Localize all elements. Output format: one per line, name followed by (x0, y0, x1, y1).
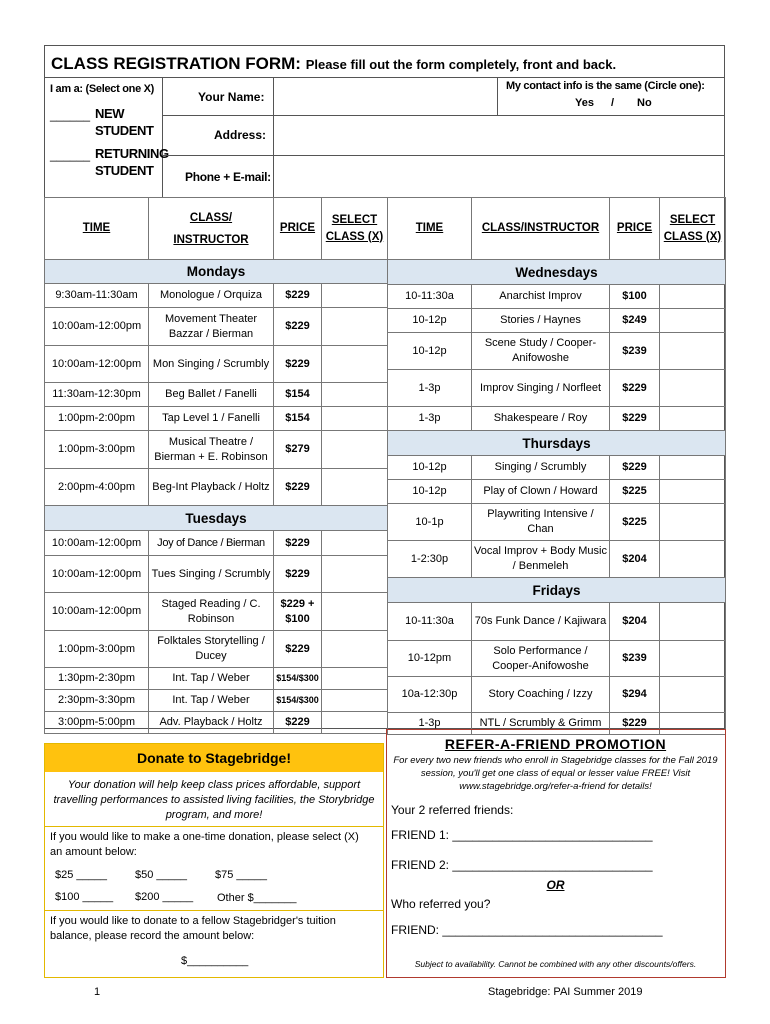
table-row (45, 469, 388, 506)
class-instructor: Tues Singing / Scrumbly (149, 556, 274, 593)
class-time: 10:00am-12:00pm (45, 308, 149, 346)
form-title (51, 54, 616, 74)
class-instructor: Adv. Playback / Holtz (149, 712, 274, 734)
class-time: 10:00am-12:00pm (45, 556, 149, 593)
class-price: $204 (610, 603, 660, 641)
class-price: $225 (610, 480, 660, 504)
select-class-cell[interactable] (322, 383, 388, 407)
class-time: 1:00pm-3:00pm (45, 631, 149, 668)
tuition-donation-field[interactable]: $__________ (181, 955, 249, 967)
new-student-blank[interactable]: ______ (50, 108, 91, 122)
class-instructor: Playwriting Intensive / Chan (472, 504, 610, 541)
address-field[interactable] (274, 116, 724, 154)
select-class-cell[interactable] (660, 370, 726, 407)
right-header-class: CLASS/INSTRUCTOR (472, 198, 610, 260)
table-row (45, 712, 388, 734)
class-time: 10:00am-12:00pm (45, 346, 149, 383)
class-instructor: Anarchist Improv (472, 285, 610, 309)
contact-same-yes[interactable]: Yes (575, 97, 594, 109)
select-class-cell[interactable] (322, 668, 388, 690)
class-time: 10-11:30a (388, 285, 472, 309)
class-time: 1:00pm-2:00pm (45, 407, 149, 431)
referred-friends-label: Your 2 referred friends: (391, 803, 514, 817)
new-student-label: STUDENT (95, 123, 154, 138)
class-instructor: Stories / Haynes (472, 309, 610, 333)
class-time: 1-2:30p (388, 541, 472, 578)
refer-description: For every two new friends who enroll in Stagebridge classes for the Fall 2019 session, you'll get one class of equal or lesser value FREE! Visit www.stagebridge.org/refer-a-friend for details! (393, 755, 718, 792)
class-instructor: 70s Funk Dance / Kajiwara (472, 603, 610, 641)
day-header-tuesdays: Tuesdays (45, 506, 388, 531)
left-header-price: PRICE (274, 198, 322, 260)
class-time: 1-3p (388, 407, 472, 431)
class-price: $154/$300 (274, 690, 322, 712)
day-header-wednesdays: Wednesdays (388, 260, 726, 285)
left-header-time: TIME (45, 198, 149, 260)
class-instructor: NTL / Scrumbly & Grimm (472, 713, 610, 735)
class-price: $204 (610, 541, 660, 578)
class-instructor: Beg Ballet / Fanelli (149, 383, 274, 407)
right-header-time: TIME (388, 198, 472, 260)
class-price: $229 (610, 713, 660, 735)
class-instructor: Int. Tap / Weber (149, 668, 274, 690)
select-class-cell[interactable] (322, 531, 388, 556)
table-row (45, 593, 388, 631)
donate-message: Your donation will help keep class prices affordable, support travelling performances to assisted living facilities, the Storybridge program, and more! (53, 779, 375, 821)
right-header-select: SELECT CLASS (X) (660, 198, 726, 260)
address-label: Address: (214, 128, 267, 142)
contact-same-label: My contact info is the same (Circle one): (506, 80, 705, 92)
select-class-cell[interactable] (322, 469, 388, 506)
class-price: $154 (274, 383, 322, 407)
select-class-cell[interactable] (660, 541, 726, 578)
select-class-cell[interactable] (322, 431, 388, 469)
class-time: 10-12p (388, 333, 472, 370)
select-class-cell[interactable] (322, 712, 388, 734)
table-row (388, 480, 726, 504)
class-instructor: Monologue / Orquiza (149, 284, 274, 308)
class-price: $229 (274, 346, 322, 383)
table-row (388, 285, 726, 309)
referring-friend-field[interactable]: FRIEND: _________________________________ (391, 923, 663, 937)
contact-same-slash: / (611, 97, 615, 109)
class-instructor: Int. Tap / Weber (149, 690, 274, 712)
select-class-cell[interactable] (660, 456, 726, 480)
class-price: $225 (610, 504, 660, 541)
refer-disclaimer: Subject to availability. Cannot be combined with any other discounts/offers. (414, 959, 697, 969)
class-instructor: Beg-Int Playback / Holtz (149, 469, 274, 506)
donate-divider-2 (45, 910, 383, 911)
donation-100[interactable]: $100 _____ (55, 891, 114, 903)
new-label: NEW (95, 106, 125, 121)
class-price: $229 + $100 (274, 593, 322, 631)
class-price: $229 (274, 308, 322, 346)
table-row (45, 431, 388, 469)
table-row (45, 284, 388, 308)
class-time: 10:00am-12:00pm (45, 531, 149, 556)
left-schedule-table (44, 197, 388, 734)
donate-title: Donate to Stagebridge! (45, 744, 383, 772)
class-instructor: Mon Singing / Scrumbly (149, 346, 274, 383)
class-instructor: Musical Theatre / Bierman + E. Robinson (149, 431, 274, 469)
class-instructor: Staged Reading / C. Robinson (149, 593, 274, 631)
table-row (388, 677, 726, 713)
select-class-cell[interactable] (660, 309, 726, 333)
footer-text: Stagebridge: PAI Summer 2019 (488, 986, 643, 998)
class-instructor: Movement Theater Bazzar / Bierman (149, 308, 274, 346)
phone-email-field[interactable] (274, 156, 724, 196)
select-class-cell[interactable] (322, 593, 388, 631)
table-row (388, 333, 726, 370)
class-instructor: Improv Singing / Norfleet (472, 370, 610, 407)
class-time: 1-3p (388, 370, 472, 407)
class-time: 10:00am-12:00pm (45, 593, 149, 631)
donation-50[interactable]: $50 _____ (135, 869, 187, 881)
returning-student-blank[interactable]: ______ (50, 148, 91, 162)
tuition-donation-text: If you would like to donate to a fellow Stagebridger's tuition balance, please record the amount below: (50, 915, 336, 942)
table-row (45, 407, 388, 431)
refer-title: REFER-A-FRIEND PROMOTION (444, 736, 667, 752)
class-price: $239 (610, 333, 660, 370)
class-price: $229 (274, 531, 322, 556)
refer-a-friend-box (386, 729, 726, 978)
friend-1-field[interactable]: FRIEND 1: ______________________________ (391, 828, 653, 842)
select-class-cell[interactable] (660, 677, 726, 713)
class-time: 10a-12:30p (388, 677, 472, 713)
select-class-cell[interactable] (322, 631, 388, 668)
table-row (388, 370, 726, 407)
right-header-row (388, 198, 726, 260)
returning-label: RETURNING (95, 146, 169, 161)
class-instructor: Joy of Dance / Bierman (149, 531, 274, 556)
class-price: $279 (274, 431, 322, 469)
class-price: $229 (610, 456, 660, 480)
class-time: 10-12p (388, 480, 472, 504)
donation-75[interactable]: $75 _____ (215, 869, 267, 881)
class-price: $100 (610, 285, 660, 309)
table-row (45, 308, 388, 346)
class-instructor: Shakespeare / Roy (472, 407, 610, 431)
phone-email-label: Phone + E-mail: (185, 170, 271, 184)
select-class-cell[interactable] (660, 285, 726, 309)
class-time: 10-12pm (388, 641, 472, 677)
table-row (45, 383, 388, 407)
class-instructor: Singing / Scrumbly (472, 456, 610, 480)
class-price: $249 (610, 309, 660, 333)
class-price: $154/$300 (274, 668, 322, 690)
select-class-cell[interactable] (322, 346, 388, 383)
table-row (45, 556, 388, 593)
class-instructor: Scene Study / Cooper-Anifowoshe (472, 333, 610, 370)
or-label: OR (546, 878, 565, 892)
select-class-cell[interactable] (660, 480, 726, 504)
class-time: 1:00pm-3:00pm (45, 431, 149, 469)
class-price: $229 (274, 712, 322, 734)
class-price: $239 (610, 641, 660, 677)
day-header-thursdays: Thursdays (388, 431, 726, 456)
class-time: 2:00pm-4:00pm (45, 469, 149, 506)
class-price: $294 (610, 677, 660, 713)
table-row (388, 541, 726, 578)
right-header-price: PRICE (610, 198, 660, 260)
donate-divider-1 (45, 826, 383, 827)
class-instructor: Tap Level 1 / Fanelli (149, 407, 274, 431)
class-instructor: Story Coaching / Izzy (472, 677, 610, 713)
left-header-row (45, 198, 388, 260)
one-time-donation-text: If you would like to make a one-time donation, please select (X) an amount below: (50, 831, 359, 858)
right-schedule-table (387, 197, 726, 735)
class-instructor: Vocal Improv + Body Music / Benmeleh (472, 541, 610, 578)
select-class-cell[interactable] (322, 407, 388, 431)
class-time: 3:00pm-5:00pm (45, 712, 149, 734)
friend-2-field[interactable]: FRIEND 2: ______________________________ (391, 858, 653, 872)
left-header-select: SELECT CLASS (X) (322, 198, 388, 260)
day-header-mondays: Mondays (45, 260, 388, 284)
select-class-cell[interactable] (322, 556, 388, 593)
i-am-label: I am a: (Select one X) (50, 83, 155, 95)
class-time: 9:30am-11:30am (45, 284, 149, 308)
donation-other[interactable]: Other $_______ (217, 892, 297, 904)
table-row (45, 668, 388, 690)
table-row (388, 407, 726, 431)
contact-same-no[interactable]: No (637, 97, 652, 109)
day-header-fridays: Fridays (388, 578, 726, 603)
donation-25[interactable]: $25 _____ (55, 869, 107, 881)
select-class-cell[interactable] (322, 690, 388, 712)
returning-student-label: STUDENT (95, 163, 154, 178)
class-time: 1-3p (388, 713, 472, 735)
table-row (388, 309, 726, 333)
class-price: $229 (610, 407, 660, 431)
class-price: $229 (274, 469, 322, 506)
class-time: 10-12p (388, 309, 472, 333)
class-instructor: Solo Performance / Cooper-Anifowoshe (472, 641, 610, 677)
class-time: 11:30am-12:30pm (45, 383, 149, 407)
class-price: $229 (610, 370, 660, 407)
select-class-cell[interactable] (660, 504, 726, 541)
donate-box (44, 743, 384, 978)
form-subtitle: Please fill out the form completely, front and back. (305, 57, 617, 72)
table-row (388, 504, 726, 541)
class-time: 1:30pm-2:30pm (45, 668, 149, 690)
select-class-cell[interactable] (322, 308, 388, 346)
class-instructor: Folktales Storytelling / Ducey (149, 631, 274, 668)
table-row (45, 346, 388, 383)
name-field[interactable] (274, 78, 496, 114)
form-title-main: CLASS REGISTRATION FORM: (51, 54, 301, 73)
who-referred-label: Who referred you? (391, 897, 491, 911)
class-time: 10-12p (388, 456, 472, 480)
table-row (388, 603, 726, 641)
donation-200[interactable]: $200 _____ (135, 891, 194, 903)
select-class-cell[interactable] (660, 603, 726, 641)
contact-same-divider (497, 77, 498, 115)
class-price: $154 (274, 407, 322, 431)
class-time: 10-11:30a (388, 603, 472, 641)
select-class-cell[interactable] (660, 333, 726, 370)
class-time: 2:30pm-3:30pm (45, 690, 149, 712)
select-class-cell[interactable] (322, 284, 388, 308)
table-row (45, 631, 388, 668)
page-number: 1 (94, 986, 101, 998)
class-instructor: Play of Clown / Howard (472, 480, 610, 504)
table-row (388, 456, 726, 480)
select-class-cell[interactable] (660, 641, 726, 677)
left-header-class: CLASS/ INSTRUCTOR (149, 198, 274, 260)
name-label: Your Name: (198, 90, 265, 104)
select-class-cell[interactable] (660, 407, 726, 431)
table-row (45, 531, 388, 556)
class-price: $229 (274, 631, 322, 668)
class-price: $229 (274, 284, 322, 308)
table-row (45, 690, 388, 712)
class-time: 10-1p (388, 504, 472, 541)
table-row (388, 641, 726, 677)
class-price: $229 (274, 556, 322, 593)
